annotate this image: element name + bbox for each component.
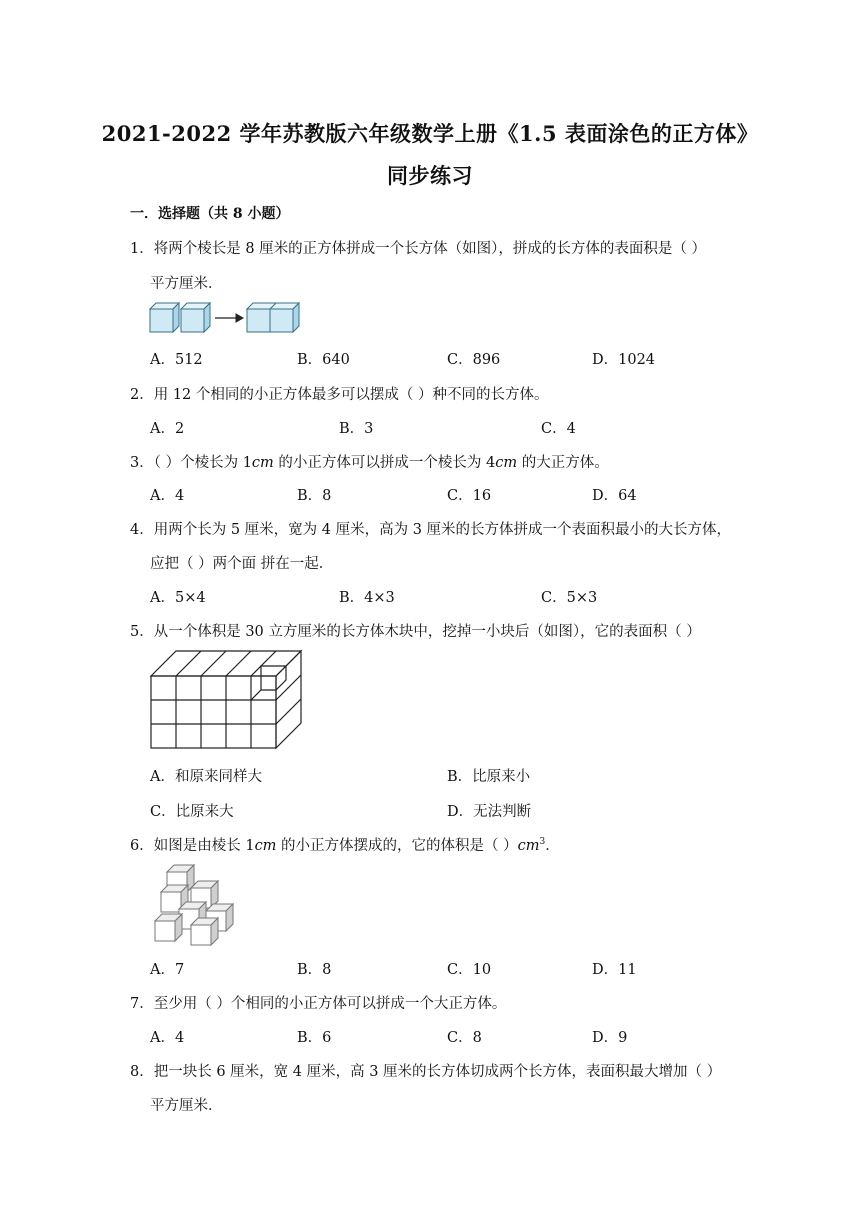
question-5-figure bbox=[148, 648, 306, 752]
option-a[interactable]: A．4 bbox=[150, 1030, 185, 1046]
option-c[interactable]: C．5×3 bbox=[541, 590, 598, 606]
option-b[interactable]: B．8 bbox=[297, 488, 332, 504]
option-c[interactable]: C．比原来大 bbox=[150, 804, 234, 820]
question-5-options-row-1 bbox=[150, 765, 750, 785]
option-d[interactable]: D．无法判断 bbox=[447, 804, 532, 820]
option-b[interactable]: B．8 bbox=[297, 962, 332, 978]
question-1-figure bbox=[148, 300, 300, 336]
joined-cuboid bbox=[247, 303, 299, 332]
question-3-text: 3．（ ）个棱长为 1cm 的小正方体可以拼成一个棱长为 4cm 的大正方体。 bbox=[130, 455, 609, 471]
document-subtitle: 同步练习 bbox=[387, 163, 473, 188]
question-1-options bbox=[150, 348, 750, 368]
question-4-text-cont: 应把（ ）两个面 拼在一起． bbox=[150, 556, 334, 572]
question-2-text: 2．用 12 个相同的小正方体最多可以摆成（ ）种不同的长方体。 bbox=[130, 387, 549, 403]
option-a[interactable]: A．2 bbox=[150, 421, 185, 437]
section-heading: 一．选择题（共 8 小题） bbox=[130, 206, 290, 222]
option-c[interactable]: C．16 bbox=[447, 488, 492, 504]
option-c[interactable]: C．10 bbox=[447, 962, 492, 978]
cube-1 bbox=[150, 303, 179, 332]
option-d[interactable]: D．9 bbox=[592, 1030, 628, 1046]
question-7-options bbox=[150, 1026, 750, 1046]
option-d[interactable]: D．11 bbox=[592, 962, 637, 978]
question-5-text: 5．从一个体积是 30 立方厘米的长方体木块中，挖掉一小块后（如图），它的表面积（ ） bbox=[130, 624, 701, 640]
question-4-text: 4．用两个长为 5 厘米，宽为 4 厘米，高为 3 厘米的长方体拼成一个表面积最小的大长方体， bbox=[130, 522, 732, 538]
option-b[interactable]: B．4×3 bbox=[339, 590, 395, 606]
option-b[interactable]: B．6 bbox=[297, 1030, 332, 1046]
question-1-text-cont: 平方厘米． bbox=[150, 276, 223, 292]
question-8-text: 8．把一块长 6 厘米，宽 4 厘米，高 3 厘米的长方体切成两个长方体，表面积最大增加（ ） bbox=[130, 1064, 722, 1080]
question-7-text: 7．至少用（ ）个相同的小正方体可以拼成一个大正方体。 bbox=[130, 996, 507, 1012]
option-b[interactable]: B．比原来小 bbox=[447, 769, 531, 785]
option-c[interactable]: C．4 bbox=[541, 421, 576, 437]
option-c[interactable]: C．8 bbox=[447, 1030, 482, 1046]
question-6-options bbox=[150, 958, 750, 978]
option-a[interactable]: A．512 bbox=[150, 352, 203, 368]
option-a[interactable]: A．和原来同样大 bbox=[150, 769, 262, 785]
question-3-options bbox=[150, 484, 750, 504]
question-6-figure bbox=[150, 860, 238, 948]
question-6-text: 6．如图是由棱长 1cm 的小正方体摆成的，它的体积是（ ）$cm^3$． bbox=[130, 837, 560, 854]
option-a[interactable]: A．7 bbox=[150, 962, 185, 978]
option-a[interactable]: A．4 bbox=[150, 488, 185, 504]
arrow-icon bbox=[215, 314, 243, 322]
question-4-options bbox=[150, 586, 750, 606]
option-c[interactable]: C．896 bbox=[447, 352, 501, 368]
option-a[interactable]: A．5×4 bbox=[150, 590, 206, 606]
option-b[interactable]: B．3 bbox=[339, 421, 374, 437]
option-d[interactable]: D．1024 bbox=[592, 352, 656, 368]
question-1-text: 1．将两个棱长是 8 厘米的正方体拼成一个长方体（如图），拼成的长方体的表面积是（ ） bbox=[130, 241, 707, 257]
option-d[interactable]: D．64 bbox=[592, 488, 637, 504]
document-title: 2021-2022 学年苏教版六年级数学上册《1.5 表面涂色的正方体》 bbox=[101, 121, 759, 146]
cube-2 bbox=[181, 303, 210, 332]
question-5-options-row-2 bbox=[150, 800, 750, 820]
question-8-text-cont: 平方厘米． bbox=[150, 1098, 223, 1114]
question-2-options bbox=[150, 417, 750, 437]
option-b[interactable]: B．640 bbox=[297, 352, 350, 368]
